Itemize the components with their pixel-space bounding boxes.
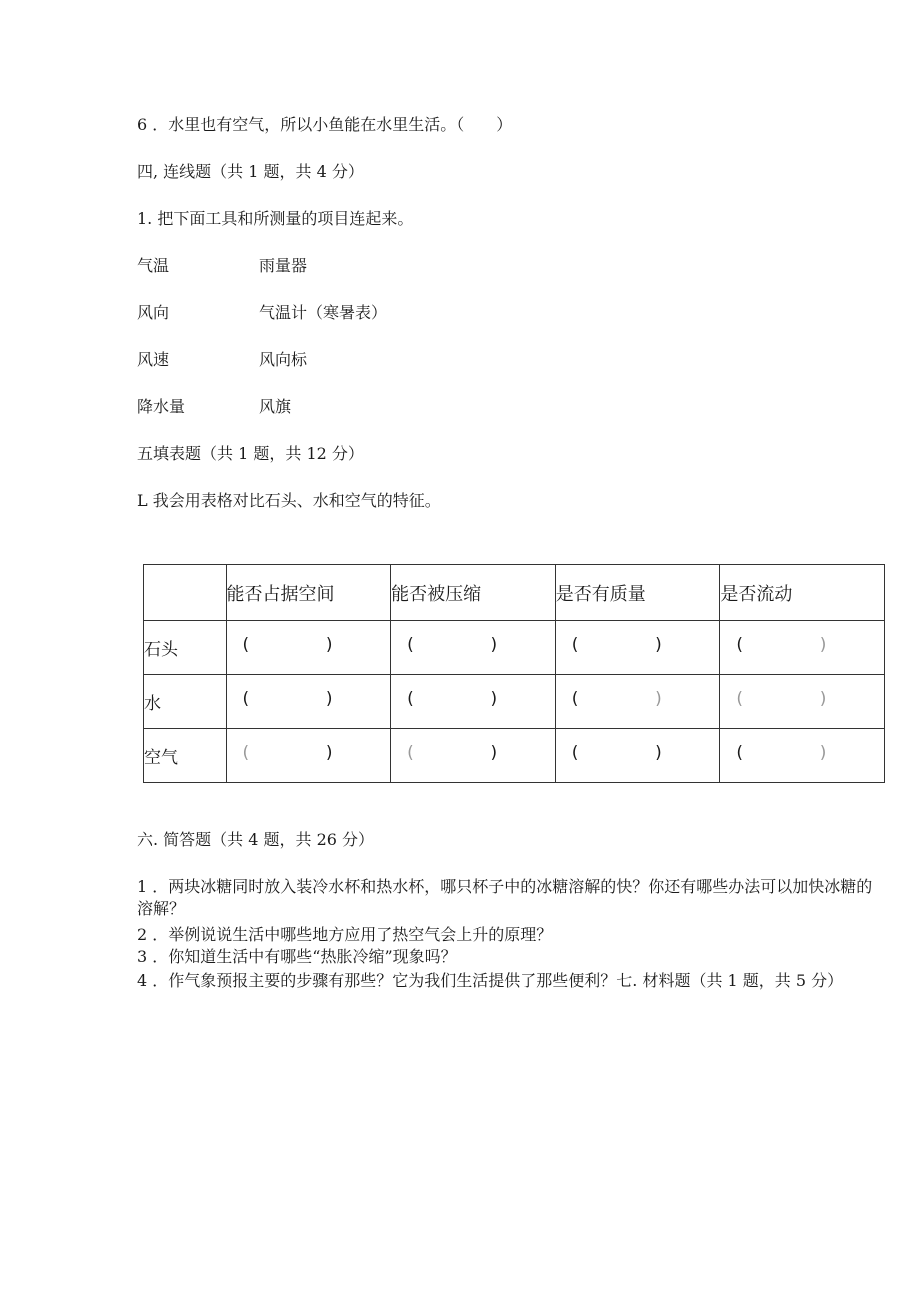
paren-close: ) [655,743,662,763]
table-header-cell: 是否有质量 [555,565,720,621]
paren-open: ( [571,689,579,709]
paren-open: ( [736,743,744,763]
section-6-question-2: 2 ．举例说说生活中哪些地方应用了热空气会上升的原理？ [137,925,553,944]
match-right-item: 雨量器 [259,256,308,275]
answer-cell[interactable] [391,621,556,675]
table-row [144,675,885,729]
row-label: 石头 [144,621,227,675]
table-header-cell: 能否被压缩 [391,565,556,621]
paren-close: ) [819,689,827,709]
paren-close: ) [655,635,662,655]
answer-cell[interactable] [720,729,885,783]
match-left-item: 气温 [137,256,170,275]
table-row [144,621,885,675]
row-label: 空气 [144,729,227,783]
paren-open: ( [736,635,744,655]
answer-cell[interactable] [391,675,556,729]
match-right-item: 风向标 [259,350,308,369]
answer-cell[interactable] [226,621,391,675]
table-header-cell [144,565,227,621]
paren-close: ) [819,635,827,655]
paren-close: ) [490,635,498,655]
paren-close: ) [490,689,498,709]
paren-close: ) [655,689,662,709]
paren-close: ) [325,689,333,709]
section-6-question-4: 4 ．作气象预报主要的步骤有那些？它为我们生活提供了那些便利？七. 材料题（共 1 题，共 5 分） [137,971,844,990]
answer-cell[interactable] [720,675,885,729]
paren-open: ( [407,743,414,763]
answer-cell[interactable] [391,729,556,783]
paren-open: ( [571,743,579,763]
paren-close: ) [325,743,333,763]
answer-cell[interactable] [226,729,391,783]
paren-open: ( [242,635,250,655]
answer-cell[interactable] [226,675,391,729]
match-left-item: 风速 [137,350,170,369]
answer-cell[interactable] [555,729,720,783]
section-6-heading: 六. 简答题（共 4 题，共 26 分） [137,830,375,849]
paren-close: ) [490,743,498,763]
answer-cell[interactable] [555,675,720,729]
table-header-cell: 能否占据空间 [226,565,391,621]
row-label: 水 [144,675,227,729]
paren-open: ( [242,689,250,709]
match-left-item: 降水量 [137,397,186,416]
paren-close: ) [819,743,827,763]
section-5-heading: 五填表题（共 1 题，共 12 分） [137,444,364,463]
table-header-row [144,565,885,621]
section-4-question-1: 1. 把下面工具和所测量的项目连起来。 [137,209,414,228]
answer-cell[interactable] [720,621,885,675]
section-6-question-1: 1 ．两块冰糖同时放入装冷水杯和热水杯，哪只杯子中的冰糖溶解的快？你还有哪些办法可以加快冰糖的溶解？ [137,877,873,918]
match-right-item: 风旗 [259,397,292,416]
paren-open: ( [571,635,579,655]
paren-open: ( [407,689,414,709]
feature-table [143,564,885,783]
question-6: 6 ．水里也有空气，所以小鱼能在水里生活。（ ） [137,115,513,134]
table-row [144,729,885,783]
match-left-item: 风向 [137,303,170,322]
paren-open: ( [242,743,250,763]
table-header-cell: 是否流动 [720,565,885,621]
section-5-question-1: L 我会用表格对比石头、水和空气的特征。 [137,491,441,510]
section-4-heading: 四, 连线题（共 1 题，共 4 分） [137,162,364,181]
paren-close: ) [325,635,333,655]
answer-cell[interactable] [555,621,720,675]
paren-open: ( [736,689,744,709]
paren-open: ( [407,635,414,655]
section-6-question-3: 3 ．你知道生活中有哪些“热胀冷缩”现象吗？ [137,947,457,966]
match-right-item: 气温计（寒暑表） [259,303,388,322]
